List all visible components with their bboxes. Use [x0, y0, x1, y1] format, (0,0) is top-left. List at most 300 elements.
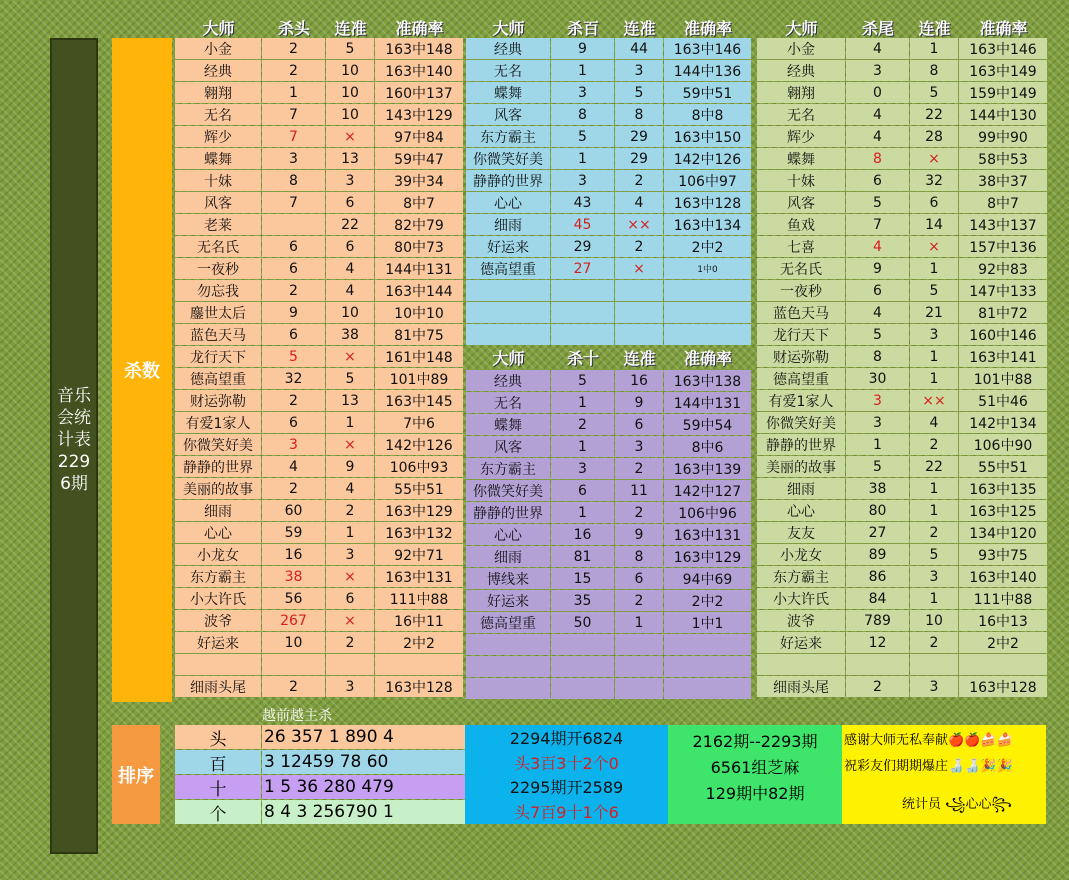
- table-cell: 无名: [466, 60, 550, 81]
- table-row: [466, 502, 752, 524]
- table-cell: 2: [910, 632, 958, 653]
- table-cell: 7: [262, 126, 325, 147]
- table-cell: [664, 656, 751, 677]
- table-cell: 59中51: [664, 82, 751, 103]
- table-cell: 2: [551, 414, 614, 435]
- table-cell: 1: [551, 436, 614, 457]
- table-row: [175, 192, 464, 214]
- header-cell: 准确率: [683, 18, 732, 38]
- table-cell: 10: [326, 60, 374, 81]
- header-cell: 准确率: [395, 18, 444, 38]
- table-row: [175, 302, 464, 324]
- table-cell: 50: [551, 612, 614, 633]
- table-cell: 心心: [175, 522, 261, 543]
- table-cell: 144中131: [664, 392, 751, 413]
- table-cell: 十妹: [175, 170, 261, 191]
- table-cell: 59中47: [375, 148, 463, 169]
- table-cell: 财运弥勒: [175, 390, 261, 411]
- table-cell: 4: [326, 478, 374, 499]
- table-cell: 16: [262, 544, 325, 565]
- table-row: [757, 38, 1048, 60]
- box-blue-3: 头7百9十1个6: [514, 803, 619, 823]
- table-cell: 3: [846, 412, 909, 433]
- table-cell: 6: [910, 192, 958, 213]
- table1-header: [175, 16, 464, 38]
- table-cell: 106中97: [664, 170, 751, 191]
- table-cell: 德高望重: [175, 368, 261, 389]
- table-cell: 你微笑好美: [175, 434, 261, 455]
- table-cell: 43: [551, 192, 614, 213]
- table-cell: 56: [262, 588, 325, 609]
- table-cell: 160中146: [959, 324, 1047, 345]
- table-row: [466, 392, 752, 414]
- table-cell: 2: [615, 458, 663, 479]
- table-cell: 经典: [466, 38, 550, 59]
- table-cell: 163中128: [959, 676, 1047, 697]
- table-cell: 80中73: [375, 236, 463, 257]
- table-row: [175, 412, 464, 434]
- table-row: [466, 568, 752, 590]
- table-cell: 鱼戏: [757, 214, 845, 235]
- table-row: [175, 434, 464, 456]
- table-cell: 106中90: [959, 434, 1047, 455]
- table-cell: ××: [910, 390, 958, 411]
- table-cell: 4: [326, 258, 374, 279]
- table-cell: 1: [910, 500, 958, 521]
- table-cell: 5: [551, 126, 614, 147]
- table-cell: 16: [615, 370, 663, 391]
- table-row: [466, 656, 752, 678]
- table-row: [466, 280, 752, 302]
- table-cell: 小龙女: [757, 544, 845, 565]
- table-cell: 蝶舞: [466, 82, 550, 103]
- table-cell: 163中146: [664, 38, 751, 59]
- table-cell: 28: [910, 126, 958, 147]
- table-cell: 蝶舞: [175, 148, 261, 169]
- table-cell: [466, 634, 550, 655]
- box-blue-1: 头3百3十2个0: [514, 753, 619, 773]
- table-cell: 风客: [757, 192, 845, 213]
- header-cell: 大师: [492, 348, 525, 368]
- table-row: [757, 610, 1048, 632]
- table-cell: 8中7: [375, 192, 463, 213]
- table-row: [757, 236, 1048, 258]
- table-cell: 美丽的故事: [757, 456, 845, 477]
- table-cell: 6: [262, 324, 325, 345]
- table-cell: 3: [551, 82, 614, 103]
- table-row: [175, 676, 464, 698]
- box-yellow-2: 统计员 ꧁心心꧂: [902, 797, 1012, 813]
- table-cell: 38中37: [959, 170, 1047, 191]
- table-cell: 你微笑好美: [466, 148, 550, 169]
- table-cell: 6: [846, 280, 909, 301]
- table-row: [757, 280, 1048, 302]
- table-row: [175, 390, 464, 412]
- table-cell: 84: [846, 588, 909, 609]
- table-cell: 一夜秒: [757, 280, 845, 301]
- table-cell: 1: [910, 346, 958, 367]
- table-cell: [466, 656, 550, 677]
- table-cell: [466, 302, 550, 323]
- table-cell: 东方霸主: [466, 458, 550, 479]
- table-cell: 7中6: [375, 412, 463, 433]
- table-row: [175, 236, 464, 258]
- table-cell: 163中140: [959, 566, 1047, 587]
- rank-value: 1 5 36 280 479: [262, 775, 465, 799]
- table-cell: ×: [326, 434, 374, 455]
- table-cell: 10: [326, 82, 374, 103]
- table-cell: [466, 280, 550, 301]
- table-row: [466, 678, 752, 700]
- table-row: [175, 500, 464, 522]
- table-cell: 39中34: [375, 170, 463, 191]
- table-row: [757, 390, 1048, 412]
- table-cell: 9: [615, 524, 663, 545]
- table-cell: [551, 656, 614, 677]
- table-row: [757, 500, 1048, 522]
- table-cell: 经典: [466, 370, 550, 391]
- table-cell: [551, 678, 614, 699]
- table-cell: [262, 214, 325, 235]
- table-row: [466, 480, 752, 502]
- table-row: [175, 214, 464, 236]
- table-cell: [551, 324, 614, 345]
- table-cell: 5: [326, 38, 374, 59]
- table-cell: 81中75: [375, 324, 463, 345]
- table-cell: 111中88: [375, 588, 463, 609]
- table-cell: 27: [846, 522, 909, 543]
- table-cell: [466, 324, 550, 345]
- table-cell: 32: [262, 368, 325, 389]
- table-cell: 2: [262, 38, 325, 59]
- table-cell: [175, 654, 261, 675]
- header-cell: 连准: [918, 18, 951, 38]
- table-cell: ×: [910, 148, 958, 169]
- table-cell: 一夜秒: [175, 258, 261, 279]
- table-cell: 2: [262, 676, 325, 697]
- table-cell: 1: [910, 588, 958, 609]
- table-cell: 七喜: [757, 236, 845, 257]
- table-cell: 8: [615, 104, 663, 125]
- table-row: [466, 170, 752, 192]
- table-cell: [615, 302, 663, 323]
- table-cell: 4: [326, 280, 374, 301]
- table-cell: 3: [910, 566, 958, 587]
- table-row: [466, 148, 752, 170]
- table-cell: ×: [326, 610, 374, 631]
- table-row: [757, 456, 1048, 478]
- table-cell: 好运来: [466, 236, 550, 257]
- table-cell: 蓝色天马: [757, 302, 845, 323]
- table-cell: 3: [846, 60, 909, 81]
- header-cell: 连准: [623, 18, 656, 38]
- box-yellow-1: 祝彩友们期期爆庄🍶🍶🎉🎉: [844, 758, 1013, 774]
- table-cell: 小金: [757, 38, 845, 59]
- table-cell: 7: [262, 104, 325, 125]
- table-cell: 5: [615, 82, 663, 103]
- table-cell: 5: [846, 456, 909, 477]
- table-cell: 风客: [466, 436, 550, 457]
- table-cell: 55中51: [375, 478, 463, 499]
- table-cell: 157中136: [959, 236, 1047, 257]
- table-cell: ×: [326, 566, 374, 587]
- table-cell: 163中139: [664, 458, 751, 479]
- table-cell: 4: [615, 192, 663, 213]
- table-cell: 161中148: [375, 346, 463, 367]
- table-cell: 你微笑好美: [466, 480, 550, 501]
- table-row: [757, 676, 1048, 698]
- table-cell: 静静的世界: [175, 456, 261, 477]
- table-cell: 30: [846, 368, 909, 389]
- table-cell: 5: [262, 346, 325, 367]
- rank-row: [175, 750, 465, 774]
- box-green-1: 6561组芝麻: [710, 758, 800, 777]
- header-cell: 准确率: [683, 348, 732, 368]
- table-cell: 6: [326, 192, 374, 213]
- table-row: [757, 258, 1048, 280]
- table-cell: 6: [262, 236, 325, 257]
- table-cell: 5: [910, 82, 958, 103]
- header-cell: 杀头: [277, 18, 310, 38]
- table-cell: 22: [326, 214, 374, 235]
- table-cell: [326, 654, 374, 675]
- table-cell: 106中93: [375, 456, 463, 477]
- table-kill-head: [175, 38, 464, 698]
- table-row: [757, 544, 1048, 566]
- table-cell: 7: [846, 214, 909, 235]
- table-cell: 10: [326, 104, 374, 125]
- table-row: [466, 370, 752, 392]
- table-cell: 29: [551, 236, 614, 257]
- rank-value: 26 357 1 890 4: [262, 725, 465, 749]
- table-cell: 160中137: [375, 82, 463, 103]
- table-cell: 风客: [175, 192, 261, 213]
- table-cell: 无名: [466, 392, 550, 413]
- table-row: [757, 324, 1048, 346]
- table-cell: 38: [326, 324, 374, 345]
- table-cell: 11: [615, 480, 663, 501]
- table-cell: 0: [846, 82, 909, 103]
- table-cell: 东方霸主: [175, 566, 261, 587]
- table-cell: 9: [551, 38, 614, 59]
- table-cell: 51中46: [959, 390, 1047, 411]
- table-row: [466, 414, 752, 436]
- table-cell: 7: [262, 192, 325, 213]
- table-row: [757, 346, 1048, 368]
- table-cell: [664, 324, 751, 345]
- table-row: [466, 302, 752, 324]
- header-cell: 连准: [623, 348, 656, 368]
- table-row: [175, 610, 464, 632]
- table-cell: 3: [910, 676, 958, 697]
- table-row: [757, 522, 1048, 544]
- table-row: [175, 60, 464, 82]
- table-row: [175, 126, 464, 148]
- table-cell: 3: [326, 170, 374, 191]
- table-cell: 13: [326, 148, 374, 169]
- header-cell: 大师: [202, 18, 235, 38]
- table-cell: 12: [846, 632, 909, 653]
- table-cell: 经典: [175, 60, 261, 81]
- table-cell: 经典: [757, 60, 845, 81]
- table-cell: 10: [326, 302, 374, 323]
- table-cell: 小大许氏: [175, 588, 261, 609]
- table-cell: 8: [551, 104, 614, 125]
- table-cell: 东方霸主: [466, 126, 550, 147]
- table-cell: 38: [846, 478, 909, 499]
- table-cell: 2: [615, 590, 663, 611]
- rank-section: [175, 725, 465, 825]
- rank-key: 百: [175, 750, 261, 774]
- table-row: [175, 104, 464, 126]
- table-cell: 163中150: [664, 126, 751, 147]
- table-cell: 8: [262, 170, 325, 191]
- table-cell: 29: [615, 126, 663, 147]
- table-cell: 2中2: [664, 236, 751, 257]
- table-cell: 东方霸主: [757, 566, 845, 587]
- table-cell: 22: [910, 456, 958, 477]
- table-cell: 细雨: [175, 500, 261, 521]
- table-cell: 8中8: [664, 104, 751, 125]
- table-cell: 德高望重: [466, 258, 550, 279]
- table-cell: 好运来: [466, 590, 550, 611]
- table-cell: 辉少: [757, 126, 845, 147]
- table-cell: 3: [326, 544, 374, 565]
- table-cell: 92中71: [375, 544, 463, 565]
- box-blue-2: 2295期开2589: [509, 778, 624, 798]
- table-cell: 美丽的故事: [175, 478, 261, 499]
- table-cell: 龙行天下: [757, 324, 845, 345]
- table-kill-tail: [757, 38, 1048, 698]
- table-cell: 1: [615, 612, 663, 633]
- table-cell: 142中126: [375, 434, 463, 455]
- box-draw-results: [465, 725, 668, 824]
- label-sort: [112, 725, 160, 824]
- table-cell: 142中134: [959, 412, 1047, 433]
- table-kill-hundred: [466, 38, 752, 346]
- table-row: [175, 522, 464, 544]
- rank-row: [175, 800, 465, 824]
- table-cell: [262, 654, 325, 675]
- table-cell: 财运弥勒: [757, 346, 845, 367]
- box-stats: [668, 725, 842, 824]
- header-cell: 杀百: [566, 18, 599, 38]
- side-title: 音乐会统计表2296期: [57, 386, 91, 494]
- table-cell: 静静的世界: [466, 170, 550, 191]
- table-cell: 14: [910, 214, 958, 235]
- table-row: [757, 126, 1048, 148]
- table-cell: 3: [262, 434, 325, 455]
- table-row: [466, 458, 752, 480]
- table-row: [466, 524, 752, 546]
- table-cell: [910, 654, 958, 675]
- table-cell: 13: [326, 390, 374, 411]
- table-row: [757, 148, 1048, 170]
- table-cell: 10: [262, 632, 325, 653]
- table-cell: 163中149: [959, 60, 1047, 81]
- table-cell: 静静的世界: [757, 434, 845, 455]
- table-row: [175, 654, 464, 676]
- table-cell: 细雨: [466, 546, 550, 567]
- table-cell: 3: [910, 324, 958, 345]
- label-sort-text: 排序: [118, 765, 154, 787]
- table-cell: [615, 678, 663, 699]
- table-cell: 8: [910, 60, 958, 81]
- table-row: [757, 214, 1048, 236]
- table-cell: 163中131: [375, 566, 463, 587]
- table-cell: 8: [615, 546, 663, 567]
- table-cell: 59中54: [664, 414, 751, 435]
- table-cell: 80: [846, 500, 909, 521]
- table-cell: 1: [551, 148, 614, 169]
- header-cell: 准确率: [979, 18, 1028, 38]
- table-cell: 4: [846, 38, 909, 59]
- table-cell: 8: [846, 346, 909, 367]
- table-cell: [615, 656, 663, 677]
- table-cell: 2: [615, 236, 663, 257]
- table-row: [757, 302, 1048, 324]
- table-cell: 38: [262, 566, 325, 587]
- table-cell: 风客: [466, 104, 550, 125]
- table-row: [175, 258, 464, 280]
- table-cell: 144中131: [375, 258, 463, 279]
- table-cell: 163中141: [959, 346, 1047, 367]
- table-cell: 45: [551, 214, 614, 235]
- table-row: [466, 60, 752, 82]
- table-cell: 9: [262, 302, 325, 323]
- header-cell: 大师: [785, 18, 818, 38]
- table-row: [466, 324, 752, 346]
- table-row: [757, 632, 1048, 654]
- table-row: [466, 258, 752, 280]
- table-row: [466, 192, 752, 214]
- table-cell: [615, 324, 663, 345]
- table-cell: 1: [910, 38, 958, 59]
- table-cell: 143中129: [375, 104, 463, 125]
- table-cell: 163中128: [664, 192, 751, 213]
- table-row: [175, 588, 464, 610]
- table-row: [175, 566, 464, 588]
- table-cell: [551, 634, 614, 655]
- table-cell: 81中72: [959, 302, 1047, 323]
- table-cell: 101中88: [959, 368, 1047, 389]
- table-cell: 2: [262, 390, 325, 411]
- table-row: [175, 170, 464, 192]
- table-row: [757, 412, 1048, 434]
- table-cell: 44: [615, 38, 663, 59]
- table-cell: 60: [262, 500, 325, 521]
- table-cell: 163中134: [664, 214, 751, 235]
- table-cell: 163中131: [664, 524, 751, 545]
- label-kill-text: 杀数: [124, 361, 160, 382]
- table-row: [466, 38, 752, 60]
- table-cell: 163中129: [664, 546, 751, 567]
- table-cell: 翱翔: [175, 82, 261, 103]
- table-cell: 3: [551, 458, 614, 479]
- table-cell: 163中138: [664, 370, 751, 391]
- table-row: [466, 634, 752, 656]
- table-cell: 32: [910, 170, 958, 191]
- table-cell: 1: [551, 60, 614, 81]
- table-cell: [551, 280, 614, 301]
- rank-key: 个: [175, 800, 261, 824]
- table-row: [175, 324, 464, 346]
- table-cell: 2: [262, 60, 325, 81]
- table-cell: [757, 654, 845, 675]
- table-cell: 21: [910, 302, 958, 323]
- table-cell: 1: [326, 412, 374, 433]
- table-cell: 3: [326, 676, 374, 697]
